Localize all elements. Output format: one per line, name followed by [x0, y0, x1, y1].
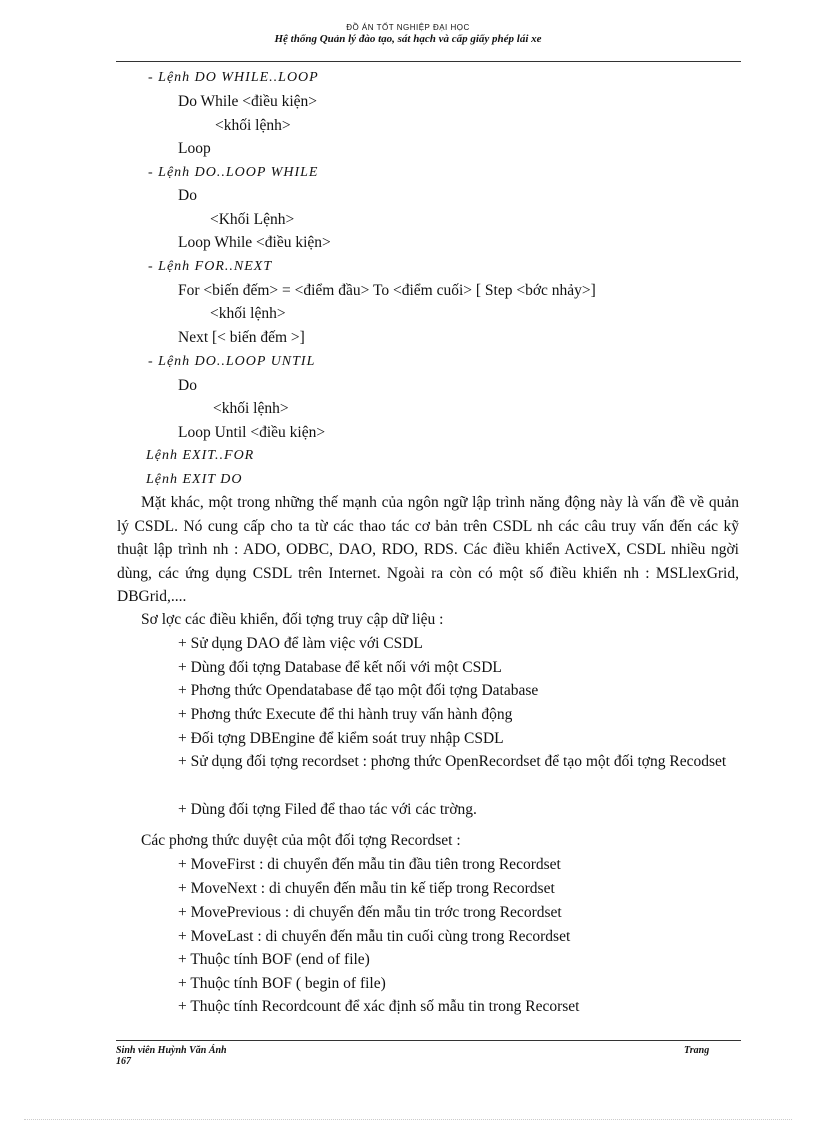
list-item: + Phơng thức Execute để thi hành truy vấn hành động [178, 706, 513, 723]
heading-do-while-loop: - Lệnh DO WHILE..LOOP [148, 70, 319, 85]
code-line: Loop [178, 140, 211, 157]
overview-title: Sơ lợc các điều khiển, đối tợng truy cập dữ liệu : [141, 611, 444, 628]
footer-rule [116, 1040, 741, 1041]
code-line: <Khối Lệnh> [210, 211, 295, 228]
list-item: + Thuộc tính BOF (end of file) [178, 951, 370, 968]
list-item: + MoveFirst : di chuyển đến mẫu tin đầu tiên trong Recordset [178, 856, 561, 873]
list-item: + Dùng đối tợng Filed để thao tác với các trờng. [178, 801, 477, 818]
list-item: + Sử dụng DAO để làm việc với CSDL [178, 635, 423, 652]
code-line: <khối lệnh> [210, 305, 286, 322]
list-item: + Phơng thức Opendatabase để tạo một đối tợng Database [178, 682, 539, 699]
list-item: + Sử dụng đối tợng recordset : phơng thức OpenRecordset để tạo một đối tợng Recodset [178, 753, 727, 770]
page-bottom-dotted-border [24, 1119, 792, 1120]
footer-student: Sinh viên Huỳnh Văn Ánh [116, 1045, 227, 1056]
list-item: + Đối tợng DBEngine để kiểm soát truy nhập CSDL [178, 730, 504, 747]
header-school-title: ĐỒ ÁN TỐT NGHIỆP ĐẠI HỌC [346, 23, 470, 32]
heading-for-next: - Lệnh FOR..NEXT [148, 259, 273, 274]
code-line: For <biến đếm> = <điểm đầu> To <điểm cuối> [ Step <bớc nhảy>] [178, 282, 596, 299]
code-line: Loop Until <điều kiện> [178, 424, 326, 441]
heading-exit-for: Lệnh EXIT..FOR [146, 448, 255, 463]
list-item: + MoveLast : di chuyển đến mẫu tin cuối cùng trong Recordset [178, 928, 571, 945]
footer-page-label: Trang [684, 1045, 710, 1056]
code-line: Do [178, 377, 197, 394]
code-line: Do While <điều kiện> [178, 93, 318, 110]
code-line: <khối lệnh> [215, 117, 291, 134]
footer-page-number: 167 [116, 1056, 131, 1067]
list-item: + Thuộc tính BOF ( begin of file) [178, 975, 386, 992]
code-line: Do [178, 187, 197, 204]
methods-title: Các phơng thức duyệt của một đối tợng Recordset : [141, 832, 461, 849]
header-rule [116, 61, 741, 62]
list-item: + MovePrevious : di chuyển đến mẫu tin trớc trong Recordset [178, 904, 562, 921]
header-thesis-title: Hệ thống Quản lý đào tạo, sát hạch và cấp giấy phép lái xe [274, 33, 542, 45]
code-line: Loop While <điều kiện> [178, 234, 331, 251]
list-item: + Dùng đối tợng Database để kết nối với một CSDL [178, 659, 502, 676]
heading-exit-do: Lệnh EXIT DO [146, 472, 243, 487]
footer-left [116, 1045, 227, 1067]
code-line: <khối lệnh> [213, 400, 289, 417]
body-paragraph: Mặt khác, một trong những thế mạnh của ngôn ngữ lập trình năng động này là vấn đề về quản lý CSDL. Nó cung cấp cho ta từ các thao tác cơ bản trên CSDL nh các câu truy vấn đến các kỹ thuật lập trình nh : ADO, ODBC, DAO, RDO, RDS. Các điều khiển ActiveX, CSDL nhiều ngời dùng, các ứng dụng CSDL trên Internet. Ngoài ra còn có một số điều khiển nh : MSLlexGrid, DBGrid,.... [117, 494, 739, 606]
list-item: + MoveNext : di chuyển đến mẫu tin kế tiếp trong Recordset [178, 880, 555, 897]
list-item: + Thuộc tính Recordcount để xác định số mẫu tin trong Recorset [178, 998, 580, 1015]
heading-do-loop-until: - Lệnh DO..LOOP UNTIL [148, 354, 316, 369]
code-line: Next [< biến đếm >] [178, 329, 305, 346]
heading-do-loop-while: - Lệnh DO..LOOP WHILE [148, 165, 319, 180]
